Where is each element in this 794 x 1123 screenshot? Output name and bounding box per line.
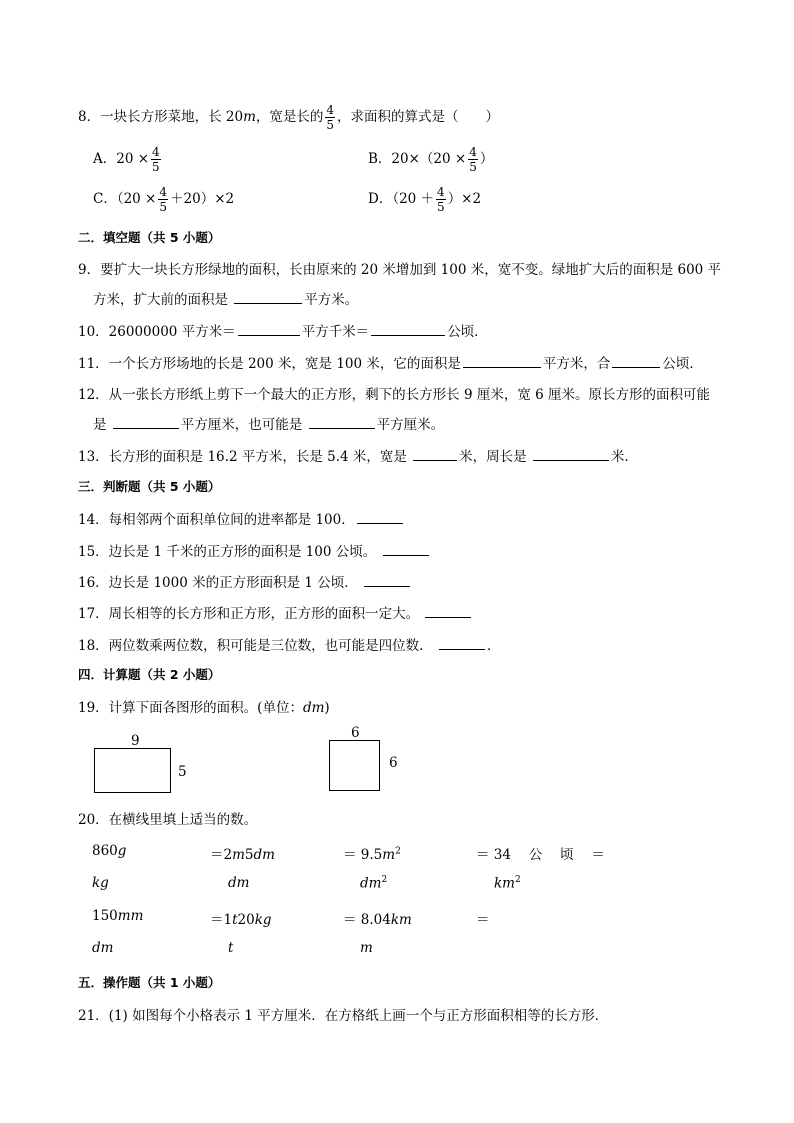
q15: 15．边长是 1 千米的正方形的面积是 100 公顷。: [78, 540, 431, 560]
section-5-title: 五．操作题（共 1 小题）: [78, 975, 221, 990]
q11-blank-2[interactable]: [612, 366, 660, 368]
q19-rect-top-label: 9: [131, 733, 140, 749]
q20-r4c3: m: [360, 940, 373, 956]
q8-option-d[interactable]: D．（20 ＋ $\frac{4}{5}$ ）×2: [368, 185, 482, 214]
q17: 17．周长相等的长方形和正方形，正方形的面积一定大。: [78, 602, 473, 622]
q19-rectangle: [94, 748, 171, 793]
q17-blank[interactable]: [425, 616, 471, 618]
q13-blank-2[interactable]: [533, 459, 609, 461]
q13: 13．长方形的面积是 16.2 平方米，长是 5.4 米，宽是 米，周长是 米．: [78, 449, 638, 465]
q16-blank[interactable]: [364, 585, 410, 587]
q20-stem: 20．在横线里填上适当的数。: [78, 812, 258, 828]
q10: 10．26000000 平方米＝ 平方千米＝ 公顷．: [78, 324, 488, 340]
q19-square: [329, 740, 380, 791]
q20-r2c1: kg: [92, 875, 109, 891]
q8-option-c[interactable]: C．（20 × $\frac{4}{5}$ ＋20）×2: [93, 185, 235, 214]
q10-blank-2[interactable]: [371, 334, 445, 336]
q8-option-a[interactable]: A．20 × $\frac{4}{5}$: [93, 145, 160, 174]
q13-blank-1[interactable]: [413, 459, 457, 461]
q12-blank-2[interactable]: [309, 427, 375, 429]
q19-rect-side-label: 5: [178, 764, 187, 780]
q20-r1c3: ＝ $9.5m^2$: [343, 846, 401, 863]
q8-stem: 8．一块长方形菜地，长 20m，宽是长的 $\frac{4}{5}$ ，求面积的算式是（ ）: [78, 103, 500, 132]
q9-line2: 方米，扩大前的面积是 平方米。: [93, 292, 359, 308]
q20-r1c2: ＝2m5dm: [210, 847, 275, 863]
q8-option-b[interactable]: B．20×（20 × $\frac{4}{5}$ ）: [368, 145, 494, 174]
q20-r4c1: dm: [92, 940, 114, 956]
q20-r4c2: t: [228, 940, 234, 956]
q19-square-top-label: 6: [351, 725, 360, 741]
q12-line2: 是 平方厘米，也可能是 平方厘米。: [93, 417, 445, 433]
section-2-title: 二．填空题（共 5 小题）: [78, 230, 221, 245]
q20-r2c3: $dm^2$: [360, 875, 388, 892]
q10-blank-1[interactable]: [238, 334, 300, 336]
q8-fraction: $\frac{4}{5}$: [326, 103, 335, 132]
section-4-title: 四．计算题（共 2 小题）: [78, 667, 221, 682]
q11-blank-1[interactable]: [463, 366, 541, 368]
q20-r2c4: $km^2$: [494, 875, 521, 892]
q20-r3c2: ＝1t20kg: [210, 912, 272, 928]
q18: 18．两位数乘两位数，积可能是三位数，也可能是四位数． ．: [78, 638, 501, 654]
q19-square-side-label: 6: [389, 755, 398, 771]
q19-stem: 19．计算下面各图形的面积。(单位：dm): [78, 700, 330, 716]
section-3-title: 三．判断题（共 5 小题）: [78, 479, 221, 494]
q11: 11．一个长方形场地的长是 200 米，宽是 100 米，它的面积是 平方米，合 公顷．: [78, 356, 703, 372]
q20-r1c4: ＝ 34 公 顷 ＝: [476, 847, 605, 863]
q14-blank[interactable]: [357, 522, 403, 524]
q9-line1: 9．要扩大一块长方形绿地的面积，长由原来的 20 米增加到 100 米，宽不变。绿地扩大后的面积是 600 平: [78, 262, 722, 278]
q14: 14．每相邻两个面积单位间的进率都是 100．: [78, 508, 405, 528]
q12-line1: 12．从一张长方形纸上剪下一个最大的正方形，剩下的长方形长 9 厘米，宽 6 厘米。原长方形的面积可能: [78, 387, 711, 403]
q20-r3c4: ＝: [476, 912, 490, 928]
q20-r1c1: 860g: [92, 843, 127, 859]
q16: 16．边长是 1000 米的正方形面积是 1 公顷．: [78, 571, 412, 591]
q20-r3c3: ＝ 8.04km: [343, 912, 412, 928]
q18-blank[interactable]: [439, 648, 485, 650]
q15-blank[interactable]: [383, 554, 429, 556]
q21-stem: 21．(1) 如图每个小格表示 1 平方厘米．在方格纸上画一个与正方形面积相等的长方形．: [78, 1008, 609, 1024]
q12-blank-1[interactable]: [113, 427, 179, 429]
q20-r2c2: dm: [228, 875, 250, 891]
q9-blank[interactable]: [234, 302, 302, 304]
q20-r3c1: 150mm: [92, 908, 144, 924]
